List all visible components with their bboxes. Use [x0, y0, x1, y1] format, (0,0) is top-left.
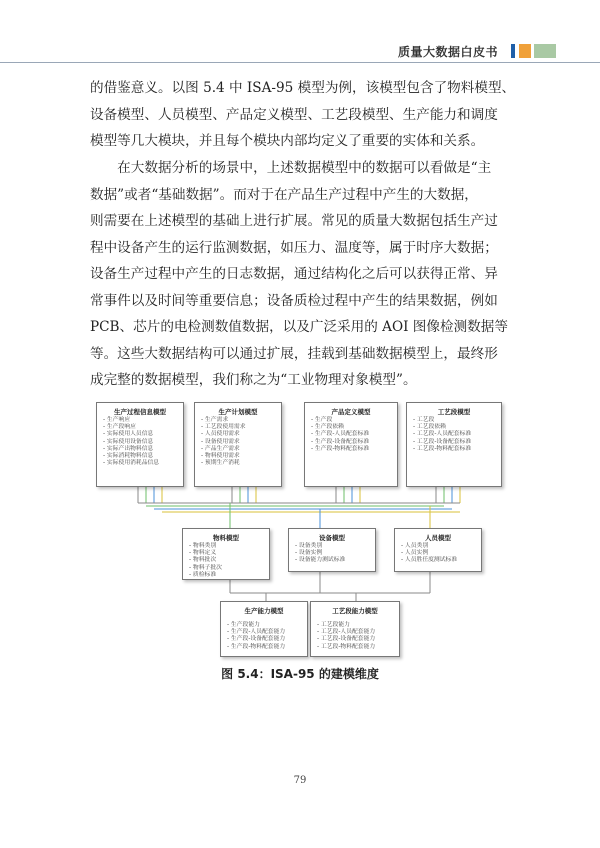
box-items	[401, 543, 457, 565]
box-title: 产品定义模型	[331, 408, 371, 416]
box-item: - 实际使用设备信息	[103, 438, 154, 445]
box-item: - 生产段-物料配套标准	[311, 445, 370, 452]
box-item: - 物料类别	[189, 543, 217, 549]
production-plan-model-box	[194, 402, 282, 487]
paragraph-line: 则需要在上述模型的基础上进行扩展。常见的质量大数据包括生产过	[90, 213, 498, 229]
box-item: - 实际消耗物料信息	[103, 453, 154, 460]
box-item: - 工艺段-人员配套标准	[413, 431, 472, 438]
box-item: - 工艺段能力	[317, 622, 350, 628]
box-title: 设备模型	[319, 534, 345, 542]
box-title: 工艺段模型	[437, 408, 471, 416]
box-item: - 物料批次	[189, 557, 217, 564]
paragraph-line: 程中设备产生的运行监测数据，如压力、温度等，属于时序大数据；	[90, 239, 498, 256]
box-item: - 人员胜任度测试标准	[401, 557, 458, 564]
box-item: - 预期生产消耗	[201, 460, 240, 467]
box-title: 物料模型	[213, 534, 239, 542]
box-item: - 人员实例	[401, 550, 429, 557]
box-item: - 物料子批次	[189, 564, 222, 571]
box-item: - 工艺段-物料配套能力	[317, 643, 376, 650]
header-blue-bar	[511, 44, 515, 58]
paragraph-line: 设备模型、人员模型、产品定义模型、工艺段模型、生产能力和调度	[90, 106, 498, 123]
header-orange-bar	[519, 44, 531, 58]
box-item: - 工艺段-设备配套标准	[413, 438, 472, 445]
box-item: - 生产段-人员配套能力	[227, 629, 286, 636]
box-item: - 工艺段-物料配套标准	[413, 445, 472, 452]
process-capability-model-box	[310, 601, 400, 657]
paragraph-line: 模型等几大模块，并且每个模块内部均定义了重要的实体和关系。	[90, 133, 485, 149]
box-title: 生产能力模型	[244, 607, 284, 615]
box-title: 生产过程信息模型	[114, 408, 166, 416]
box-item: - 工艺段依赖	[413, 424, 446, 431]
paragraph-line: 成完整的数据模型，我们称之为“工业物理对象模型”。	[90, 372, 417, 388]
box-item: - 质检标准	[189, 571, 217, 578]
box-item: - 生产段-设备配套能力	[227, 636, 286, 643]
paragraph-line: 的借鉴意义。以图 5.4 中 ISA-95 模型为例，该模型包含了物料模型、	[90, 80, 516, 96]
box-items	[311, 417, 369, 453]
box-item: - 生产段响应	[103, 424, 136, 431]
box-item: - 物料定义	[189, 550, 217, 557]
box-item: - 设备能力测试标准	[295, 557, 346, 564]
paragraph-line: PCB、芯片的电检测数值数据，以及广泛采用的 AOI 图像检测数据等	[90, 319, 508, 335]
box-title: 生产计划模型	[218, 408, 258, 416]
box-items	[201, 417, 246, 467]
paragraph-line: 常事件以及时间等重要信息；设备质检过程中产生的结果数据，例如	[90, 292, 498, 309]
box-items	[103, 417, 159, 467]
paragraph-line: 设备生产过程中产生的日志数据，通过结构化之后可以获得正常、异	[90, 266, 498, 282]
box-items	[413, 417, 471, 453]
page-number: 79	[293, 775, 307, 786]
production-capability-model-box	[220, 601, 308, 657]
box-item: - 工艺段-人员配套能力	[317, 629, 376, 636]
box-item: - 生产段-物料配套能力	[227, 643, 286, 650]
figure-caption: 图 5.4：ISA-95 的建模维度	[221, 667, 379, 681]
paragraph-2	[90, 155, 522, 394]
box-items	[189, 543, 222, 579]
box-item: - 生产段依赖	[311, 424, 344, 431]
box-item: - 生产段能力	[227, 622, 260, 628]
personnel-model-box	[394, 528, 482, 572]
box-item: - 产品生产需求	[201, 445, 240, 452]
isa95-diagram	[90, 398, 522, 658]
header-green-bar	[534, 44, 556, 58]
box-item: - 工艺段-设备配套能力	[317, 636, 376, 643]
header-rule	[0, 62, 600, 63]
paragraph-line: 数据”或者“基础数据”。而对于在产品生产过程中产生的大数据，	[90, 186, 478, 203]
box-item: - 生产需求	[201, 417, 229, 423]
box-item: - 实际使用消耗品信息	[103, 460, 160, 467]
box-item: - 设备类别	[295, 543, 323, 549]
box-item: - 设备使用需求	[201, 438, 240, 445]
box-title: 人员模型	[425, 534, 451, 542]
box-item: - 实际使用人员信息	[103, 431, 154, 438]
box-item: - 生产段-设备配套标准	[311, 438, 370, 445]
box-item: - 工艺段使用需求	[201, 424, 246, 431]
box-item: - 生产响应	[103, 417, 131, 423]
process-segment-model-box	[406, 402, 502, 487]
equipment-model-box	[288, 528, 376, 572]
product-definition-model-box	[304, 402, 398, 487]
box-item: - 人员使用需求	[201, 431, 240, 438]
material-model-box	[182, 528, 270, 580]
box-item: - 设备实例	[295, 550, 323, 557]
header-title: 质量大数据白皮书	[398, 45, 499, 59]
paragraph-1	[90, 75, 522, 155]
box-item: - 生产段	[311, 417, 333, 423]
box-items	[227, 622, 285, 651]
production-info-model-box	[96, 402, 184, 487]
box-items	[317, 622, 375, 651]
box-item: - 生产段-人员配套标准	[311, 431, 370, 438]
box-item: - 人员类别	[401, 543, 429, 549]
box-item: - 物料使用需求	[201, 453, 240, 460]
box-item: - 实际产出物料信息	[103, 445, 154, 452]
paragraph-line: 在大数据分析的场景中，上述数据模型中的数据可以看做是“主	[90, 160, 492, 176]
paragraph-line: 等。这些大数据结构可以通过扩展，挂载到基础数据模型上，最终形	[90, 345, 498, 362]
box-items	[295, 543, 345, 565]
box-title: 工艺段能力模型	[332, 607, 378, 615]
box-item: - 工艺段	[413, 417, 435, 423]
